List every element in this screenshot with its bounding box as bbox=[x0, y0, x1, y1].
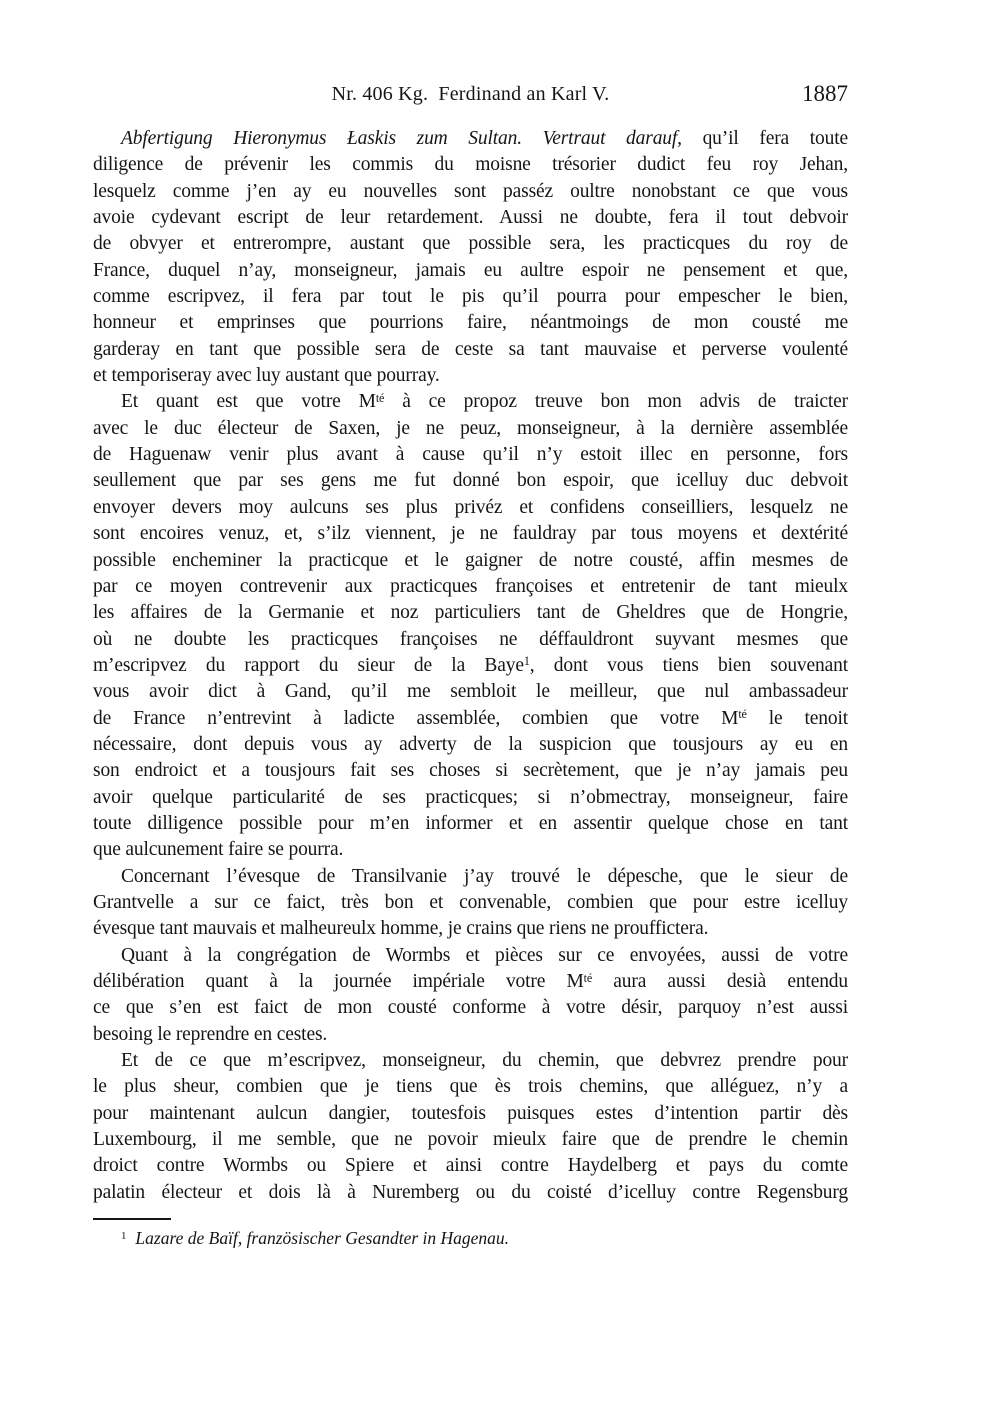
text-segment: le tenoit bbox=[746, 707, 848, 729]
page-number: 1887 bbox=[802, 81, 848, 106]
superscript-text: té bbox=[583, 970, 593, 985]
text-line bbox=[93, 521, 848, 547]
text-line bbox=[93, 205, 848, 231]
text-segment: garderay en tant que possible sera de ceste sa tant mauvaise et perverse voulenté bbox=[93, 338, 848, 360]
text-line bbox=[93, 785, 848, 811]
text-segment: de obvyer et entrerompre, austant que possible sera, les practicques du roy de bbox=[93, 233, 848, 255]
text-segment: toute dilligence possible pour m’en informer et en assentir quelque chose en tant bbox=[93, 812, 848, 834]
text-line bbox=[93, 706, 848, 732]
text-segment: ce que s’en est faict de mon cousté conforme à votre désir, parquoy n’est aussi bbox=[93, 997, 848, 1019]
text-line bbox=[93, 179, 848, 205]
text-line bbox=[93, 653, 848, 679]
text-segment: , dont vous tiens bien souvenant bbox=[529, 654, 848, 676]
text-segment: honneur et emprinses que pourrions faire, néantmoings de mon cousté me bbox=[93, 312, 848, 334]
text-segment: possible encheminer la practicque et le gaigner de notre cousté, affin mesmes de bbox=[93, 549, 848, 571]
text-line bbox=[93, 1153, 848, 1179]
text-segment: le plus sheur, combien que je tiens que ès trois chemins, que alléguez, n’y a bbox=[93, 1076, 848, 1098]
text-line bbox=[93, 600, 848, 626]
text-line bbox=[93, 864, 848, 890]
text-line bbox=[93, 231, 848, 257]
text-line bbox=[93, 811, 848, 837]
text-line bbox=[93, 943, 848, 969]
text-segment: nécessaire, dont depuis vous ay adverty de la suspicion que tousjours ay eu en bbox=[93, 733, 848, 755]
text-segment: besoing le reprendre en cestes. bbox=[93, 1023, 328, 1045]
text-line bbox=[93, 1074, 848, 1100]
text-line bbox=[93, 1180, 848, 1206]
text-segment: Et de ce que m’escripvez, monseigneur, du chemin, que debvrez prendre pour bbox=[121, 1050, 848, 1072]
italic-text-segment: Abfertigung Hieronymus Łaskis zum Sultan. Vertraut darauf, bbox=[121, 128, 682, 149]
text-line bbox=[93, 152, 848, 178]
text-segment: avec le duc électeur de Saxen, je ne peuz, monseigneur, à la dernière assemblée bbox=[93, 417, 848, 439]
page-header bbox=[93, 80, 848, 108]
text-segment: envoyer devers moy aulcuns ses plus privéz et confidens conseilliers, lesquelz ne bbox=[93, 496, 848, 518]
text-segment: que aulcunement faire se pourra. bbox=[93, 839, 344, 861]
text-segment: m’escripvez du rapport du sieur de la Baye bbox=[93, 654, 524, 676]
text-segment: Luxembourg, il me semble, que ne povoir mieulx faire que de prendre le chemin bbox=[93, 1129, 848, 1151]
superscript-text: té bbox=[375, 391, 385, 405]
text-segment: délibération quant à la journée impériale votre M bbox=[93, 971, 584, 992]
superscript-text: té bbox=[738, 707, 747, 722]
text-segment: diligence de prévenir les commis du moisne trésorier dudict feu roy Jehan, bbox=[93, 154, 848, 176]
text-line bbox=[93, 574, 848, 600]
text-segment: palatin électeur et dois là à Nuremberg ou du coisté d’icelluy contre Regensburg bbox=[93, 1181, 848, 1203]
text-line bbox=[93, 1127, 848, 1153]
text-line bbox=[93, 548, 848, 574]
footnote-rule bbox=[93, 1218, 171, 1220]
text-line bbox=[93, 916, 848, 942]
text-line bbox=[93, 837, 848, 863]
text-line bbox=[93, 442, 848, 468]
text-line bbox=[93, 363, 848, 389]
text-line bbox=[93, 389, 848, 415]
text-segment: à ce propoz treuve bon mon advis de traicter bbox=[384, 391, 848, 413]
text-line bbox=[93, 627, 848, 653]
text-line bbox=[93, 1101, 848, 1127]
superscript-text: 1 bbox=[523, 654, 530, 669]
text-line bbox=[93, 1048, 848, 1074]
text-segment: sont encoires venuz, et, s’ilz viennent, je ne fauldray par tous moyens et dextérité bbox=[93, 523, 848, 545]
text-line bbox=[93, 890, 848, 916]
text-segment: Quant à la congrégation de Wormbs et pièces sur ce envoyées, aussi de votre bbox=[121, 944, 848, 966]
text-line bbox=[93, 732, 848, 758]
text-segment: vous avoir dict à Gand, qu’il me sembloit le meilleur, que nul ambassadeur bbox=[93, 681, 848, 703]
text-segment: avoir quelque particularité de ses practicques; si n’obmectray, monseigneur, faire bbox=[93, 786, 848, 808]
text-line bbox=[93, 337, 848, 363]
text-segment: son endroict et a tousjours fait ses choses si secrètement, que je n’ay jamais peu bbox=[93, 760, 848, 782]
text-segment: seullement que par ses gens me fut donné bon espoir, que icelluy duc debvoit bbox=[93, 470, 848, 492]
text-segment: Et quant est que votre M bbox=[121, 391, 376, 413]
footnote-marker: 1 bbox=[121, 1230, 127, 1243]
text-segment: évesque tant mauvais et malheureulx homme, je crains que riens ne prouffictera. bbox=[93, 918, 709, 940]
text-segment: comme escripvez, il fera par tout le pis qu’il pourra pour empescher le bien, bbox=[93, 286, 848, 308]
text-line bbox=[93, 969, 848, 995]
text-segment: où ne doubte les practicques françoises ne déffauldront suyvant mesmes que bbox=[93, 628, 848, 650]
text-line bbox=[93, 758, 848, 784]
text-segment: aura aussi desià entendu bbox=[592, 971, 848, 992]
text-segment: Concernant l’évesque de Transilvanie j’ay trouvé le dépesche, que le sieur de bbox=[121, 865, 848, 887]
footnote-text: Lazare de Baïf, französischer Gesandter in Hagenau. bbox=[135, 1228, 510, 1248]
text-line bbox=[93, 416, 848, 442]
text-segment: France, duquel n’ay, monseigneur, jamais eu aultre espoir ne pensement et que, bbox=[93, 259, 848, 281]
text-segment: de France n’entrevint à ladicte assemblée, combien que votre M bbox=[93, 707, 739, 729]
footnote-section bbox=[93, 1218, 848, 1250]
text-segment: avoie cydevant escript de leur retardement. Aussi ne doubte, fera il tout debvoir bbox=[93, 207, 848, 229]
text-line bbox=[93, 258, 848, 284]
text-segment: les affaires de la Germanie et noz particuliers tant de Gheldres que de Hongrie, bbox=[93, 602, 848, 624]
text-line bbox=[93, 126, 848, 152]
text-segment: pour maintenant aulcun dangier, toutesfois puisques estes d’intention partir dès bbox=[93, 1102, 848, 1124]
text-segment: de Haguenaw venir plus avant à cause qu’il n’y estoit illec en personne, fors bbox=[93, 444, 848, 466]
text-segment: lesquelz comme j’en ay eu nouvelles sont passéz oultre nonobstant ce que vous bbox=[93, 180, 848, 202]
text-segment: qu’il fera toute bbox=[681, 128, 848, 149]
text-line bbox=[93, 468, 848, 494]
running-title: Nr. 406 Kg. Ferdinand an Karl V. bbox=[331, 83, 610, 105]
text-segment: et temporiseray avec luy austant que pourray. bbox=[93, 365, 440, 387]
text-line bbox=[93, 679, 848, 705]
text-segment: Grantvelle a sur ce faict, très bon et convenable, combien que pour estre icelluy bbox=[93, 891, 848, 913]
text-segment: par ce moyen contrevenir aux practicques françoises et entretenir de tant mieulx bbox=[93, 575, 848, 597]
text-segment: droict contre Wormbs ou Spiere et ainsi contre Haydelberg et pays du comte bbox=[93, 1155, 848, 1177]
text-line bbox=[93, 995, 848, 1021]
text-line bbox=[93, 1022, 848, 1048]
text-line bbox=[93, 495, 848, 521]
text-line bbox=[93, 284, 848, 310]
text-line bbox=[93, 310, 848, 336]
footnote bbox=[93, 1226, 848, 1250]
letter-body bbox=[93, 126, 848, 1206]
